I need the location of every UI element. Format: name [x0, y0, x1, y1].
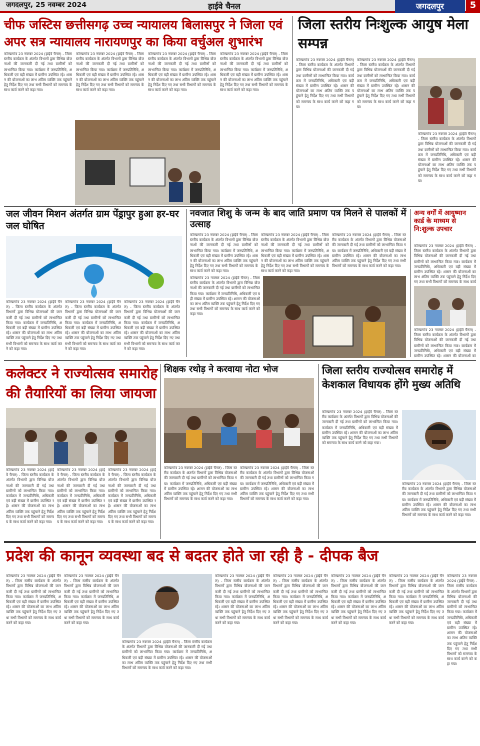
story-column: कोण्डागांव 23 नवम्बर 2024 (हाईवे चैनल) - जिला स्तरीय कार्यक्रम के अंतर्गत विभागों द्वारा विभिन्न योजनाओं की जानकारी दी गई तथा ग्रामीणों को लाभान्वित किया गया। कार्यक्रम में जनप्रतिनिधि, अधिकारी एवं बड़ी संख्या में ग्रामीण उपस्थित रहे। शासन की योजनाओं का लाभ अंतिम व्यक्ति तक पहुंचाने हेतु निर्देश दिए गए तथा सभी विभागों को समन्वय के साथ कार्य करने को कहा गया। [124, 300, 180, 351]
politician-portrait-image [122, 574, 212, 638]
issue-date: जगदलपुर, 25 नवम्बर 2024 [6, 1, 87, 9]
news-photo [122, 574, 212, 638]
courtroom-image [75, 120, 220, 205]
story-column: कोण्डागांव 23 नवम्बर 2024 (हाईवे चैनल) - जिला स्तरीय कार्यक्रम के अंतर्गत विभागों द्वारा विभिन्न योजनाओं की जानकारी दी गई तथा ग्रामीणों को लाभान्वित किया गया। कार्यक्रम में जनप्रतिनिधि, अधिकारी एवं बड़ी संख्या में ग्रामीण उपस्थित रहे। शासन की योजनाओं का लाभ अंतिम व्यक्ति तक पहुंचाने हेतु निर्देश दिए गए तथा सभी विभागों को समन्वय के साथ कार्य करने को कहा गया। [240, 466, 314, 502]
story-column: कोण्डागांव 23 नवम्बर 2024 (हाईवे चैनल) - जिला स्तरीय कार्यक्रम के अंतर्गत विभागों द्वारा विभिन्न योजनाओं की जानकारी दी गई तथा ग्रामीणों को लाभान्वित किया गया। कार्यक्रम में जनप्रतिनिधि, अधिकारी एवं बड़ी संख्या में ग्रामीण उपस्थित रहे। शासन की योजनाओं का लाभ अंतिम व्यक्ति तक पहुंचाने हेतु निर्देश दिए गए तथा सभी विभागों को समन्वय के साथ कार्य करने को कहा गया। [190, 233, 258, 273]
news-photo [6, 236, 182, 298]
headline-navjat: नवजात शिशु के जन्म के बाद जाति प्रमाण पत्र मिलने से पालकों में उत्साह [190, 209, 407, 230]
news-photo [263, 276, 406, 358]
children-meal-image [164, 378, 314, 463]
story-column: कोण्डागांव 23 नवम्बर 2024 (हाईवे चैनल) - जिला स्तरीय कार्यक्रम के अंतर्गत विभागों द्वारा विभिन्न योजनाओं की जानकारी दी गई तथा ग्रामीणों को लाभान्वित किया गया। कार्यक्रम में जनप्रतिनिधि, अधिकारी एवं बड़ी संख्या में ग्रामीण उपस्थित रहे। शासन की योजनाओं का लाभ अंतिम व्यक्ति तक पहुंचाने हेतु निर्देश दिए गए तथा सभी विभागों को समन्वय के साथ कार्य करने को कहा गया। [331, 574, 386, 625]
story-column: कोण्डागांव 23 नवम्बर 2024 (हाईवे चैनल) - जिला स्तरीय कार्यक्रम के अंतर्गत विभागों द्वारा विभिन्न योजनाओं की जानकारी दी गई तथा ग्रामीणों को लाभान्वित किया गया। कार्यक्रम में जनप्रतिनिधि, अधिकारी एवं बड़ी संख्या में ग्रामीण उपस्थित रहे। शासन की योजनाओं का लाभ अंतिम व्यक्ति तक पहुंचाने हेतु निर्देश दिए गए तथा सभी विभागों को समन्वय के साथ कार्य करने को कहा गया। [6, 300, 62, 351]
headline-rajyotsav: जिला स्तरीय राज्योत्सव समारोह में केशकाल विधायक होंगे मुख्य अतिथि [322, 365, 461, 391]
story-column: कोण्डागांव 23 नवम्बर 2024 (हाईवे चैनल) - जिला स्तरीय कार्यक्रम के अंतर्गत विभागों द्वारा विभिन्न योजनाओं की जानकारी दी गई तथा ग्रामीणों को लाभान्वित किया गया। कार्यक्रम में जनप्रतिनिधि, अधिकारी एवं बड़ी संख्या में ग्रामीण उपस्थित रहे। शासन की योजनाओं का लाभ अंतिम व्यक्ति तक पहुंचाने हेतु निर्देश दिए गए तथा सभी विभागों को समन्वय के साथ कार्य करने को कहा गया। [57, 468, 105, 525]
family-certificate-image [263, 276, 406, 358]
news-photo [418, 58, 476, 130]
news-photo [164, 378, 314, 463]
story-column: कोण्डागांव 23 नवम्बर 2024 (हाईवे चैनल) - जिला स्तरीय कार्यक्रम के अंतर्गत विभागों द्वारा विभिन्न योजनाओं की जानकारी दी गई तथा ग्रामीणों को लाभान्वित किया गया। कार्यक्रम में जनप्रतिनिधि, अधिकारी एवं बड़ी संख्या में ग्रामीण उपस्थित रहे। शासन की योजनाओं का लाभ अंतिम व्यक्ति तक पहुंचाने हेतु निर्देश दिए गए तथा सभी विभागों को समन्वय के साथ कार्य करने को कहा गया। [64, 574, 119, 625]
mla-portrait-image [402, 410, 476, 480]
story-column: कोण्डागांव 23 नवम्बर 2024 (हाईवे चैनल) - जिला स्तरीय कार्यक्रम के अंतर्गत विभागों द्वारा विभिन्न योजनाओं की जानकारी दी गई तथा ग्रामीणों को लाभान्वित किया गया। कार्यक्रम में जनप्रतिनिधि, अधिकारी एवं बड़ी संख्या में ग्रामीण उपस्थित रहे। शासन की योजनाओं का लाभ अंतिम व्यक्ति तक पहुंचाने हेतु निर्देश दिए गए तथा सभी विभागों को समन्वय के साथ कार्य करने को कहा गया। [108, 468, 156, 525]
headline-jal: जल जीवन मिशन अंतर्गत ग्राम पेंड्रापुर हुआ हर-घर जल घोषित [6, 209, 179, 232]
story-column: कोण्डागांव 23 नवम्बर 2024 (हाईवे चैनल) - जिला स्तरीय कार्यक्रम के अंतर्गत विभागों द्वारा विभिन्न योजनाओं की जानकारी दी गई तथा ग्रामीणों को लाभान्वित किया गया। कार्यक्रम में जनप्रतिनिधि, अधिकारी एवं बड़ी संख्या में ग्रामीण उपस्थित रहे। शासन की योजनाओं का लाभ अंतिम व्यक्ति तक पहुंचाने हेतु निर्देश दिए गए तथा सभी विभागों को समन्वय के साथ कार्य करने को कहा गया। [164, 466, 237, 502]
page-header [0, 0, 480, 13]
story-column: कोण्डागांव 23 नवम्बर 2024 (हाईवे चैनल) - जिला स्तरीय कार्यक्रम के अंतर्गत विभागों द्वारा विभिन्न योजनाओं की जानकारी दी गई तथा ग्रामीणों को लाभान्वित किया गया। कार्यक्रम में जनप्रतिनिधि, अधिकारी एवं बड़ी संख्या में ग्रामीण उपस्थित रहे। शासन की योजनाओं का लाभ अंतिम व्यक्ति तक पहुंचाने हेतु निर्देश दिए गए तथा सभी विभागों को समन्वय के साथ कार्य [414, 244, 476, 284]
story-column: कोण्डागांव 23 नवम्बर 2024 (हाईवे चैनल) - जिला स्तरीय कार्यक्रम के अंतर्गत विभागों द्वारा विभिन्न योजनाओं की जानकारी दी गई तथा ग्रामीणों को लाभान्वित किया गया। कार्यक्रम में जनप्रतिनिधि, अधिकारी एवं बड़ी संख्या में ग्रामीण उपस्थित रहे। शासन की योजनाओं का लाभ अंतिम व्यक्ति तक पहुंचाने हेतु निर्देश दिए गए तथा सभी विभागों को समन्वय के साथ कार्य करने को कहा गया। [357, 58, 415, 109]
story-column: कोण्डागांव 23 नवम्बर 2024 (हाईवे चैनल) - जिला स्तरीय कार्यक्रम के अंतर्गत विभागों द्वारा विभिन्न योजनाओं की जानकारी दी गई तथा ग्रामीणों को लाभान्वित किया गया। कार्यक्रम में जनप्रतिनिधि, अधिकारी एवं बड़ी संख्या में ग्रामीण उपस्थित रहे। शासन की योजनाओं का लाभ अंतिम व्यक्ति तक पहुंचाने हेतु निर्देश दिए गए तथा सभी विभागों को समन्वय के साथ कार्य करने को कहा गया। [322, 410, 398, 446]
story-column: कोण्डागांव 23 नवम्बर 2024 (हाईवे चैनल) - जिला स्तरीय कार्यक्रम के अंतर्गत विभागों द्वारा विभिन्न योजनाओं की जानकारी दी गई तथा ग्रामीणों को लाभान्वित किया गया। कार्यक्रम में जनप्रतिनिधि, अधिकारी एवं बड़ी संख्या में ग्रामीण उपस्थित रहे। शासन की योजनाओं का लाभ अंतिम व्यक्ति तक पहुंचाने हेतु निर्देश दिए गए तथा सभी विभागों को समन्वय के साथ कार्य करने को कहा गया। [215, 574, 270, 625]
story-column: कोण्डागांव 23 नवम्बर 2024 (हाईवे चैनल) - जिला स्तरीय कार्यक्रम के अंतर्गत विभागों द्वारा विभिन्न योजनाओं की जानकारी दी गई तथा ग्रामीणों को लाभान्वित किया गया। कार्यक्रम में जनप्रतिनिधि, अधिकारी एवं बड़ी संख्या में ग्रामीण उपस्थित रहे। शासन की योजनाओं का लाभ अंतिम व्यक्ति तक पहुंचाने हेतु निर्देश दिए गए तथा सभी विभागों को समन्वय के साथ कार्य करने को कहा गया। [296, 58, 354, 109]
page-number: 5 [466, 0, 480, 13]
story-column: कोण्डागांव 23 नवम्बर 2024 (हाईवे चैनल) - जिला स्तरीय कार्यक्रम के अंतर्गत विभागों द्वारा विभिन्न योजनाओं की जानकारी दी गई तथा ग्रामीणों को लाभान्वित किया गया। कार्यक्रम में जनप्रतिनिधि, अधिकारी एवं बड़ी संख्या में ग्रामीण उपस्थित रहे। शासन की योजनाओं का लाभ अंतिम व्यक्ति तक पहुंचाने हेतु निर्देश दिए गए तथा सभी विभागों को समन्वय के साथ कार्य करने को कहा गया। [402, 482, 476, 518]
story-column: कोण्डागांव 23 नवम्बर 2024 (हाईवे चैनल) - जिला स्तरीय कार्यक्रम के अंतर्गत विभागों द्वारा विभिन्न योजनाओं की जानकारी दी गई तथा ग्रामीणों को लाभान्वित किया गया। कार्यक्रम में जनप्रतिनिधि, अधिकारी एवं बड़ी संख्या में ग्रामीण उपस्थित रहे। शासन की योजनाओं का लाभ अंतिम व्यक्ति तक पहुंचाने हेतु निर्देश दिए गए तथा सभी विभागों को समन्वय के साथ कार्य करने को कहा गया। [447, 574, 477, 667]
story-column: कोण्डागांव 23 नवम्बर 2024 (हाईवे चैनल) - जिला स्तरीय कार्यक्रम के अंतर्गत विभागों द्वारा विभिन्न योजनाओं की जानकारी दी गई तथा ग्रामीणों को लाभान्वित किया गया। कार्यक्रम में जनप्रतिनिधि, अधिकारी एवं बड़ी संख्या में ग्रामीण उपस्थित रहे। शासन की योजनाओं का लाभ अंतिम व्यक्ति तक पहुंचाने हेतु निर्देश दिए गए तथा सभी विभागों को समन्वय के साथ कार्य करने को कहा गया। [65, 300, 121, 351]
story-column: कोण्डागांव 23 नवम्बर 2024 (हाईवे चैनल) - जिला स्तरीय कार्यक्रम के अंतर्गत विभागों द्वारा विभिन्न योजनाओं की जानकारी दी गई तथा ग्रामीणों को लाभान्वित किया गया। कार्यक्रम में जनप्रतिनिधि, अधिकारी एवं बड़ी संख्या में ग्रामीण उपस्थित रहे। शासन की योजनाओं का लाभ अंतिम व्यक्ति तक पहुंचाने हेतु निर्देश दिए गए तथा सभी विभागों को समन्वय के साथ कार्य करने को कहा गया। [76, 52, 144, 93]
headline-collector: कलेक्टर ने राज्योत्सव समारोह की तैयारियों का लिया जायजा [6, 366, 158, 402]
headline-baij: प्रदेश की कानून व्यवस्था बद से बदतर होते जा रही है - दीपक बैज [6, 547, 379, 565]
story-column: कोण्डागांव 23 नवम्बर 2024 (हाईवे चैनल) - जिला स्तरीय कार्यक्रम के अंतर्गत विभागों द्वारा विभिन्न योजनाओं की जानकारी दी गई तथा ग्रामीणों को लाभान्वित किया गया। कार्यक्रम में जनप्रतिनिधि, अधिकारी एवं बड़ी संख्या में ग्रामीण उपस्थित रहे। शासन की योजनाओं का लाभ अंतिम व्यक्ति तक पहुंचाने हेतु निर्देश दिए गए तथा सभी विभागों को समन्वय के साथ कार्य करने को कहा गया। [273, 574, 328, 625]
story-column: कोण्डागांव 23 नवम्बर 2024 (हाईवे चैनल) - जिला स्तरीय कार्यक्रम के अंतर्गत विभागों द्वारा विभिन्न योजनाओं की जानकारी दी गई तथा ग्रामीणों को लाभान्वित किया गया। कार्यक्रम में जनप्रतिनिधि, अधिकारी एवं बड़ी संख्या में ग्रामीण उपस्थित रहे। शासन की योजनाओं का लाभ अंतिम व्यक्ति तक पहुंचाने हेतु निर्देश दिए गए तथा सभी विभागों को समन्वय के साथ कार्य करने को कहा गया। [122, 640, 212, 671]
headline-ayush: जिला स्तरीय निःशुल्क आयुष मेला सम्पन्न [298, 17, 469, 52]
story-column: कोण्डागांव 23 नवम्बर 2024 (हाईवे चैनल) - जिला स्तरीय कार्यक्रम के अंतर्गत विभागों द्वारा विभिन्न योजनाओं की जानकारी दी गई तथा ग्रामीणों को लाभान्वित किया गया। कार्यक्रम में जनप्रतिनिधि, अधिकारी एवं बड़ी संख्या में ग्रामीण उपस्थित रहे। शासन की योजनाओं का लाभ अंतिम व्यक्ति तक पहुंचाने हेतु निर्देश दिए गए तथा सभी विभागों को समन्वय के साथ कार्य करने को कहा गया। [6, 468, 54, 525]
story-column: कोण्डागांव 23 नवम्बर 2024 (हाईवे चैनल) - जिला स्तरीय कार्यक्रम के अंतर्गत विभागों द्वारा विभिन्न योजनाओं की जानकारी दी गई तथा ग्रामीणों को लाभान्वित किया गया। कार्यक्रम में जनप्रतिनिधि, अधिकारी एवं बड़ी संख्या में ग्रामीण उपस्थित रहे। शासन की योजनाओं का लाभ अंतिम व्यक्ति तक पहुंचाने हेतु निर्देश दिए गए तथा सभी विभागों को समन्वय के साथ कार्य करने को कहा गया। [261, 233, 329, 273]
news-photo [6, 408, 156, 466]
story-column: कोण्डागांव 23 नवम्बर 2024 (हाईवे चैनल) - जिला स्तरीय कार्यक्रम के अंतर्गत विभागों द्वारा विभिन्न योजनाओं की जानकारी दी गई तथा ग्रामीणों को लाभान्वित किया गया। कार्यक्रम में जनप्रतिनिधि, अधिकारी एवं बड़ी संख्या में ग्रामीण उपस्थित रहे। शासन की योजनाओं का लाभ अंतिम व्यक्ति तक पहुंचाने हेतु निर्देश दिए गए तथा सभी विभागों को समन्वय के साथ कार्य करने को कहा गया। [332, 233, 406, 269]
paper-name: हाईवे चैनल [208, 2, 241, 11]
hospital-image [414, 286, 476, 326]
story-column: कोण्डागांव 23 नवम्बर 2024 (हाईवे चैनल) - जिला स्तरीय कार्यक्रम के अंतर्गत विभागों द्वारा विभिन्न योजनाओं की जानकारी दी गई तथा ग्रामीणों को लाभान्वित किया गया। कार्यक्रम में जनप्रतिनिधि, अधिकारी एवं बड़ी संख्या में ग्रामीण उपस्थित रहे। शासन की योजनाओं का लाभ अंतिम व्यक्ति तक पहुंचाने हेतु निर्देश दिए गए तथा सभी विभागों को समन्वय के साथ कार्य करने को कहा गया। [6, 574, 61, 625]
story-column: कोण्डागांव 23 नवम्बर 2024 (हाईवे चैनल) - जिला स्तरीय कार्यक्रम के अंतर्गत विभागों द्वारा विभिन्न योजनाओं की जानकारी दी गई तथा ग्रामीणों को लाभान्वित किया गया। कार्यक्रम में जनप्रतिनिधि, अधिकारी एवं बड़ी संख्या में ग्रामीण उपस्थित रहे। शासन की योजनाओं का [414, 328, 476, 358]
headline-shiksha: शिक्षक रथोड़ ने करवाया नोटा भोज [164, 365, 279, 375]
story-column: कोण्डागांव 23 नवम्बर 2024 (हाईवे चैनल) - जिला स्तरीय कार्यक्रम के अंतर्गत विभागों द्वारा विभिन्न योजनाओं की जानकारी दी गई तथा ग्रामीणों को लाभान्वित किया गया। कार्यक्रम में जनप्रतिनिधि, अधिकारी एवं बड़ी संख्या में ग्रामीण उपस्थित रहे। शासन की योजनाओं का लाभ अंतिम व्यक्ति तक पहुंचाने हेतु निर्देश दिए गए तथा सभी विभागों को समन्वय के साथ कार्य करने को कहा गया। [389, 574, 444, 625]
city-badge: जगदलपुर [395, 0, 465, 13]
news-photo [75, 120, 220, 205]
story-column: कोण्डागांव 23 नवम्बर 2024 (हाईवे चैनल) - जिला स्तरीय कार्यक्रम के अंतर्गत विभागों द्वारा विभिन्न योजनाओं की जानकारी दी गई तथा ग्रामीणों को लाभान्वित किया गया। कार्यक्रम में जनप्रतिनिधि, अधिकारी एवं बड़ी संख्या में ग्रामीण उपस्थित रहे। शासन की योजनाओं का लाभ अंतिम व्यक्ति तक पहुंचाने हेतु निर्देश दिए गए तथा सभी विभागों को समन्वय के साथ कार्य करने को कहा गया। [418, 132, 476, 183]
news-photo [402, 410, 476, 480]
headline-ayushman: अन्य वर्गों में आयुष्मान कार्ड के माध्यम से नि:शुल्क उपचार [414, 209, 466, 233]
headline-cj: चीफ जस्टिस छत्तीसगढ़ उच्च न्यायालय बिलासपुर ने जिला एवं अपर सत्र न्यायालय नारायणपुर का किया वर्चुअल शुभारंभ [4, 17, 283, 49]
story-column: कोण्डागांव 23 नवम्बर 2024 (हाईवे चैनल) - जिला स्तरीय कार्यक्रम के अंतर्गत विभागों द्वारा विभिन्न योजनाओं की जानकारी दी गई तथा ग्रामीणों को लाभान्वित किया गया। कार्यक्रम में जनप्रतिनिधि, अधिकारी एवं बड़ी संख्या में ग्रामीण उपस्थित रहे। शासन की योजनाओं का लाभ अंतिम व्यक्ति तक पहुंचाने हेतु निर्देश दिए गए तथा सभी विभागों को समन्वय के साथ कार्य करने को कहा गया। [148, 52, 216, 93]
water-tap-image [6, 236, 182, 298]
story-column: कोण्डागांव 23 नवम्बर 2024 (हाईवे चैनल) - जिला स्तरीय कार्यक्रम के अंतर्गत विभागों द्वारा विभिन्न योजनाओं की जानकारी दी गई तथा ग्रामीणों को लाभान्वित किया गया। कार्यक्रम में जनप्रतिनिधि, अधिकारी एवं बड़ी संख्या में ग्रामीण उपस्थित रहे। शासन की योजनाओं का लाभ अंतिम व्यक्ति तक पहुंचाने हेतु निर्देश दिए गए तथा सभी विभागों को समन्वय के साथ कार्य करने को कहा गया। [4, 52, 72, 93]
news-photo [414, 286, 476, 326]
venue-inspection-image [6, 408, 156, 466]
story-column: कोण्डागांव 23 नवम्बर 2024 (हाईवे चैनल) - जिला स्तरीय कार्यक्रम के अंतर्गत विभागों द्वारा विभिन्न योजनाओं की जानकारी दी गई तथा ग्रामीणों को लाभान्वित किया गया। कार्यक्रम में जनप्रतिनिधि, अधिकारी एवं बड़ी संख्या में ग्रामीण उपस्थित रहे। शासन की योजनाओं का लाभ अंतिम व्यक्ति तक पहुंचाने हेतु निर्देश दिए गए तथा सभी विभागों को समन्वय के साथ कार्य करने को कहा गया। [190, 276, 260, 317]
story-column: कोण्डागांव 23 नवम्बर 2024 (हाईवे चैनल) - जिला स्तरीय कार्यक्रम के अंतर्गत विभागों द्वारा विभिन्न योजनाओं की जानकारी दी गई तथा ग्रामीणों को लाभान्वित किया गया। कार्यक्रम में जनप्रतिनिधि, अधिकारी एवं बड़ी संख्या में ग्रामीण उपस्थित रहे। शासन की योजनाओं का लाभ अंतिम व्यक्ति तक पहुंचाने हेतु निर्देश दिए गए तथा सभी विभागों को समन्वय के साथ कार्य करने को कहा गया। [220, 52, 288, 93]
ayush-camp-image [418, 58, 476, 130]
